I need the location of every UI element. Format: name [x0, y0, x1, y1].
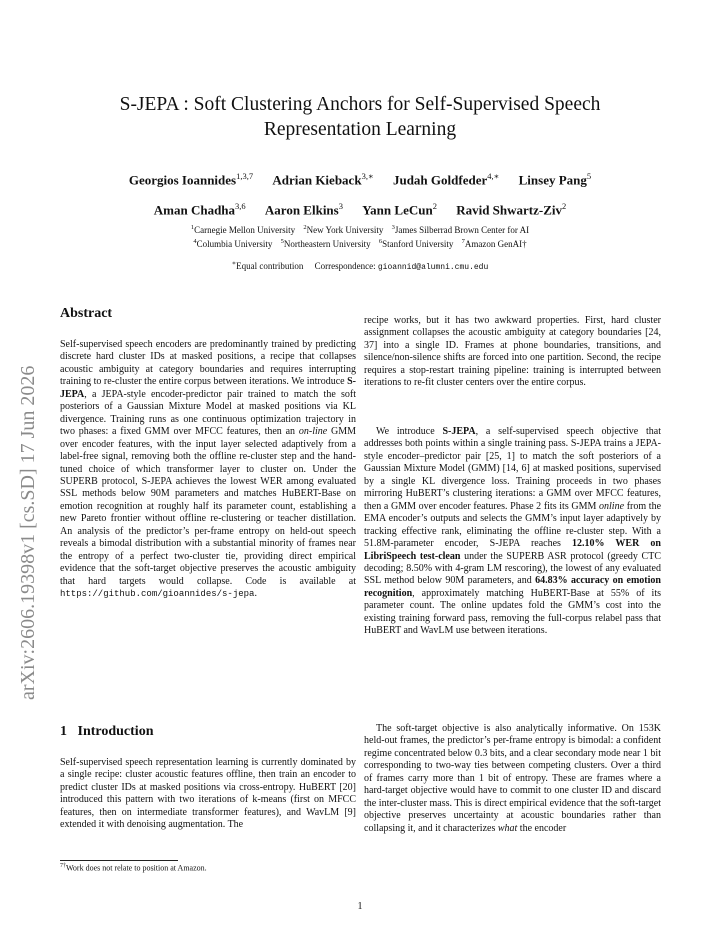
affiliation — [191, 222, 295, 236]
author-name: Adrian Kieback — [272, 172, 362, 188]
intro-text-part: The soft-target objective is also analytically informative. On 153K held-out frames, the predictor’s per-frame entropy is bimodal: a confident regime concentrated below 0.3 bits, and a clear secondary mode near 1 bit corresponding to two-way ties between competing clusters. Over a third of frames carry more than 1 bit of entropy. These are frames where a hard-target objective would have to commit to one cluster ID and discard the inter-cluster mass. This is direct empirical evidence that the soft-target objective preserves uncertainty at acoustic boundaries rather than collapsing it, and it characterizes — [364, 723, 661, 834]
author-name: Aman Chadha — [153, 202, 236, 218]
footnote-mark: 7 — [60, 863, 63, 869]
footnote-text: Work does not relate to position at Amazon. — [66, 863, 207, 873]
intro-wer-result: 12.10% WER on LibriSpeech test-clean — [364, 538, 661, 562]
author-affil-mark: 5 — [586, 171, 592, 181]
abstract-text-part: . — [254, 588, 257, 600]
author-name: Aaron Elkins — [264, 202, 339, 218]
intro-method-name: S-JEPA — [442, 426, 476, 437]
intro-text-part: from the EMA encoder’s outputs and selects the GMM’s input layer adaptively by tracking effective rank, eliminating the offline re-cluster step. With a 51.8M-parameter encoder, S-JEPA reaches — [364, 500, 662, 550]
equal-contribution-text: Equal contribution — [236, 261, 304, 271]
author-affil-mark: 2 — [562, 201, 567, 212]
intro-text-part: under the SUPERB ASR protocol (greedy CTC decoding; 8.50% with 4-gram LM rescoring), the lowest of any evaluated SSL method below 90M parameters, and — [364, 550, 661, 587]
affiliation-number: 4 — [193, 238, 197, 245]
affiliation-number: 5 — [280, 238, 284, 245]
author — [519, 163, 592, 193]
author-row-1 — [60, 163, 660, 193]
affiliation — [193, 236, 272, 250]
affiliation — [462, 236, 527, 250]
affiliation-list — [60, 222, 660, 250]
author — [154, 193, 246, 223]
arxiv-identifier-svg — [4, 190, 44, 730]
abstract-italic-online: on-line — [298, 426, 328, 438]
author — [129, 163, 253, 193]
affiliation-number: 7 — [461, 238, 465, 245]
section-number: 1 — [60, 724, 67, 739]
section-title: Introduction — [77, 724, 154, 739]
author-name: Georgios Ioannides — [128, 172, 237, 188]
affiliation-name: James Silberrad Brown Center for AI — [394, 225, 530, 235]
affiliation-number: 6 — [378, 238, 383, 245]
arxiv-identifier-text: arXiv:2606.19398v1 [cs.SD] 17 Jun 2026 — [17, 365, 39, 700]
correspondence-email[interactable]: gioannid@alumni.cmu.edu — [377, 263, 489, 272]
introduction-heading — [60, 726, 153, 738]
affiliation-name: Columbia University — [196, 239, 273, 249]
author-affil-mark: 1,3,7 — [236, 171, 254, 181]
equal-contribution-mark: ∗ — [231, 260, 237, 267]
affiliation-row-2 — [60, 236, 660, 250]
author-affil-mark: 3,6 — [235, 201, 246, 212]
correspondence-label: Correspondence: — [314, 261, 376, 271]
intro-text-part: , approximately matching HuBERT-Base at 55% of its parameter count. The online updates fold the GMM’s cost into the existing training forward pass, removing the full-corpus relabel pass that HuBERT and WavLM use between iterations. — [364, 587, 661, 637]
abstract-text-part: , a JEPA-style encoder-predictor pair trained to match the soft posteriors of a Gaussian Mixture Model at masked positions via KL divergence. Training runs as one continuous optimization trajectory in two phases: a fixed GMM over MFCC features, then an — [60, 388, 356, 438]
contribution-note — [60, 259, 660, 272]
author — [362, 193, 437, 223]
intro-emotion-result: 64.83% accuracy on emotion recognition — [364, 575, 661, 599]
abstract-method-name: S-JEPA — [60, 376, 356, 400]
code-link[interactable]: https://github.com/gioannides/s-jepa — [60, 589, 255, 600]
author-row-2 — [60, 193, 660, 223]
affiliation — [303, 222, 383, 236]
abstract-text — [60, 339, 356, 601]
author-name: Linsey Pang — [518, 172, 587, 188]
intro-italic-what: what — [497, 822, 518, 834]
intro-text-part: We introduce — [376, 426, 443, 437]
affiliation-number: 3 — [391, 224, 395, 231]
affiliation-number: 1 — [190, 224, 195, 231]
intro-text-part: the encoder — [517, 822, 567, 834]
author — [456, 193, 566, 223]
author-name: Ravid Shwartz-Ziv — [456, 202, 562, 218]
author-affil-mark: 2 — [432, 201, 437, 212]
author-affil-mark: 3 — [338, 201, 343, 212]
arxiv-identifier — [4, 190, 44, 730]
author — [272, 163, 373, 193]
footnote — [60, 863, 356, 873]
intro-text-part: , a self-supervised speech objective that addresses both points within a single training pass. S-JEPA trains a JEPA-style encoder–predictor pair [25, 1] to match the soft posteriors of a Gaussian Mixture Model (GMM) [14, 6] at masked positions, supervised by a single KL divergence loss. Training proceeds in two phases mirroring HuBERT’s clustering iterations: a GMM over MFCC features, then a GMM over encoder features. Phase 2 fits its GMM — [364, 426, 662, 512]
affiliation — [379, 236, 454, 250]
intro-italic-online: online — [599, 500, 625, 512]
affiliation-name: Carnegie Mellon University — [194, 225, 296, 235]
footnote-rule — [60, 860, 178, 861]
paper-title: S-JEPA : Soft Clustering Anchors for Self-Supervised Speech Representation Learning — [119, 94, 601, 140]
page-number: 1 — [357, 901, 363, 912]
author-list — [60, 163, 660, 224]
author-affil-mark: 3,∗ — [361, 171, 374, 181]
intro-paragraph-2 — [364, 426, 661, 638]
abstract-heading: Abstract — [60, 306, 113, 321]
abstract-text-part: Self-supervised speech encoders are predominantly trained by predicting discrete hard cluster IDs at masked positions, a recipe that collapses acoustic ambiguity at category boundaries and requires interrupting training to re-cluster the entire corpus between iterations. We introduce — [60, 339, 356, 388]
intro-paragraph-3 — [364, 723, 661, 835]
affiliation — [281, 236, 371, 250]
author — [265, 193, 343, 223]
author-name: Yann LeCun — [362, 202, 433, 218]
intro-paragraph-1: Self-supervised speech representation learning is currently dominated by a single recipe: cluster acoustic features offline, then train an encoder to predict cluster IDs at masked positions via cross-entropy. HuBERT [20] introduced this pattern with two iterations of k-means (first on MFCC features, then on intermediate transformer features), and WavLM [9] extended it with denoising augmentation. The — [60, 757, 356, 831]
affiliation-row-1 — [60, 222, 660, 236]
affiliation-name: Northeastern University — [283, 239, 371, 249]
intro-paragraph-1-continued: recipe works, but it has two awkward properties. First, hard cluster assignment collapses the acoustic ambiguity at category boundaries [24, 37] into a single ID. Frames at phone boundaries, transitions, and silence/non-silence shifts are forced into one partition. Second, the recipe requires a stop-restart training pipeline: training is interrupted between iterations to re-fit cluster centers over the entire corpus. — [364, 315, 661, 389]
author-name: Judah Goldfeder — [392, 172, 488, 188]
author-affil-mark: 4,∗ — [487, 171, 500, 181]
abstract-text-part: GMM over encoder features, with the input layer selected adaptively from a label-free signal, removing both the offline re-cluster step and the hand-tuned choice of which transformer layer to cluster on. Under the SUPERB protocol, S-JEPA achieves the lowest WER among evaluated SSL methods below 90M parameters and matches HuBERT-Base on emotion recognition at roughly half its parameter count, establishing a new Pareto frontier without offline re-clustering or teacher distillation. An analysis of the predictor’s per-frame entropy on held-out speech reveals a bimodal distribution with a substantial minority of frames near the entropy of a perfect two-cluster tie, providing direct empirical evidence that the soft-target objective preserves the acoustic ambiguity that hard targets would collapse. Code is available at — [60, 426, 356, 587]
affiliation-name: Stanford University — [382, 239, 454, 249]
affiliation-name: Amazon GenAI† — [464, 239, 527, 249]
affiliation-name: New York University — [306, 225, 384, 235]
footnote-dagger: † — [63, 863, 66, 869]
affiliation — [392, 222, 529, 236]
author — [393, 163, 499, 193]
affiliation-number: 2 — [303, 224, 307, 231]
